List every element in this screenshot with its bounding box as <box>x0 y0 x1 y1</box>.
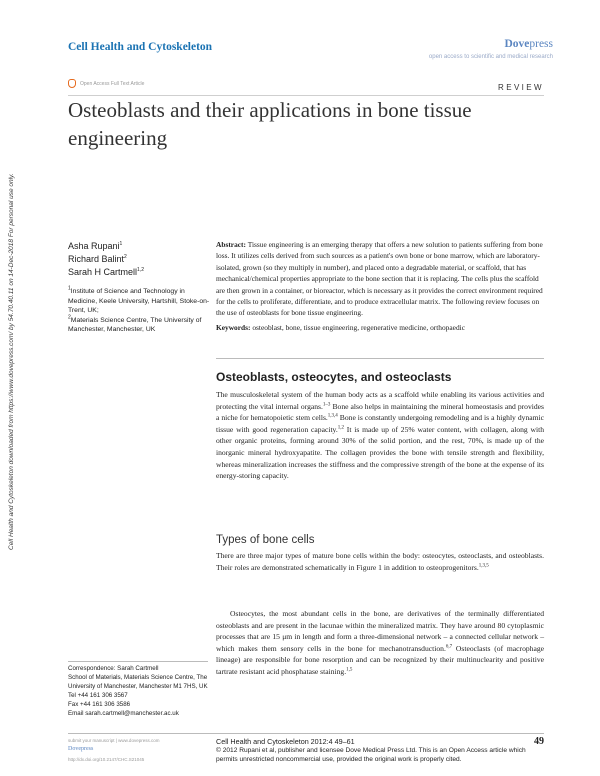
footer-brand: Dovepress <box>68 746 94 752</box>
journal-name: Cell Health and Cytoskeleton <box>68 41 213 53</box>
brand-rest: press <box>529 38 553 50</box>
author: Asha Rupani$^1$ <box>68 241 123 251</box>
correspondence-divider <box>68 661 208 662</box>
section-heading: Osteoblasts, osteocytes, and osteoclasts <box>216 370 452 384</box>
abstract-text: Abstract: Tissue engineering is an emerging therapy that offers a new solution to patients suffering from bone loss. It utilizes cells derived from such sources as a patient's own bone or bone marrow, which are laboratory-isolated, grown (so they multiply in number), and placed onto a degradable material, or scaffold, that has mechanical/chemical properties appropriate to the bone section that it is replacing. The cells plus the scaffold are then grown in a container, or bioreactor, which is necessary as it provides the correct environment required for the cells to proliferate, differentiate, and to produce extracellular matrix. The following review focuses on the use of osteoblasts for bone tissue engineering. <box>216 240 543 318</box>
author-list <box>68 240 144 279</box>
doi-link[interactable]: http://dx.doi.org/10.2147/CHC.S21045 <box>68 757 145 762</box>
body-paragraph: Osteocytes, the most abundant cells in the bone, are derivatives of the terminally differentiated osteoblasts and are present in the lacunae within the mineralized matrix. They have around 80 cytoplasmic processes that are 15 μm in length and form a three-dimensional network – a connected cellular network – which makes them sensory cells in the bone for mechanotransduction.$^{6,7}$ Osteoclasts (of macrophage lineage) are responsible for bone resorption and can be recognized by their multinuclearity and positive tartrate resistant acid phosphatase staining.$^{1,5}$ <box>216 609 544 676</box>
body-paragraph: There are three major types of mature bone cells within the body: osteocytes, osteoclasts, and osteoblasts. Their roles are demonstrated schematically in Figure 1 in addition to osteoprogenitors.$^{1,3,5}$ <box>216 551 544 572</box>
affiliation: $^2$Materials Science Centre, The University of Manchester, Manchester, UK <box>68 314 202 333</box>
download-note: Cell Health and Cytoskeleton downloaded from https://www.dovepress.com/ by 54.70.40.11 on 14-Dec-2018 For personal use only. <box>8 173 15 550</box>
subsection-heading: Types of bone cells <box>216 534 315 546</box>
article-type: REVIEW <box>498 83 544 92</box>
abstract-divider <box>216 358 544 359</box>
brand-bold: Dove <box>504 38 530 50</box>
open-access-label <box>68 79 144 88</box>
keywords: Keywords: osteoblast, bone, tissue engineering, regenerative medicine, orthopaedic <box>216 322 465 332</box>
citation: Cell Health and Cytoskeleton 2012:4 49–61 <box>216 737 355 746</box>
body-paragraph: The musculoskeletal system of the human body acts as a scaffold while enabling its various activities and protecting the vital internal organs.$^{1-3}$ Bone also helps in maintaining the mineral homeostasis and provides a niche for hematopoietic stem cells.$^{1,3,4}$ Bone is constantly undergoing remodeling and is a highly dynamic tissue with good regeneration capacity.$^{1,2}$ It is made up of 25% water content, with collagen, along with other organic proteins, forming around 30% of the solid portion, and the rest, 70%, is made up of the inorganic mineral hydroxyapatite. The collagen provides the bone with tensile strength and flexibility, whereas mineralization increases the stiffness and the compressive strength of the bone at the expense of its energy-storing capacity. <box>216 390 544 481</box>
affiliation: $^1$Institute of Science and Technology in Medicine, Keele University, Hartshill, Stoke-on-Trent, UK; <box>68 285 210 314</box>
email-link[interactable]: Email sarah.cartmell@manchester.ac.uk <box>68 710 179 717</box>
publisher-tagline: open access to scientific and medical research <box>428 54 553 60</box>
article-title: Osteoblasts and their applications in bone tissue engineering <box>68 98 472 150</box>
open-access-text: Open Access Full Text Article <box>80 80 145 87</box>
correspondence: Correspondence: Sarah Cartmell School of Materials, Materials Science Centre, The University of Manchester, Manchester M1 7HS, UK Tel +44 161 306 3567 Fax +44 161 306 3586 Email sarah.cartmell@manchester.ac.uk <box>68 664 213 718</box>
abstract <box>216 239 544 333</box>
footer-divider <box>68 733 544 734</box>
submit-link[interactable]: submit your manuscript | www.dovepress.com <box>68 738 160 743</box>
affiliations <box>68 287 213 335</box>
open-access-icon <box>68 79 76 88</box>
page-number: 49 <box>534 736 544 747</box>
license-text: © 2012 Rupani et al, publisher and licensee Dove Medical Press Ltd. This is an Open Access article which permits unrestricted noncommercial use, provided the original work is properly cited. <box>216 747 526 763</box>
publisher-logo[interactable] <box>504 38 553 50</box>
author: Sarah H Cartmell$^{1,2}$ <box>68 267 144 277</box>
author: Richard Balint$^2$ <box>68 254 127 264</box>
